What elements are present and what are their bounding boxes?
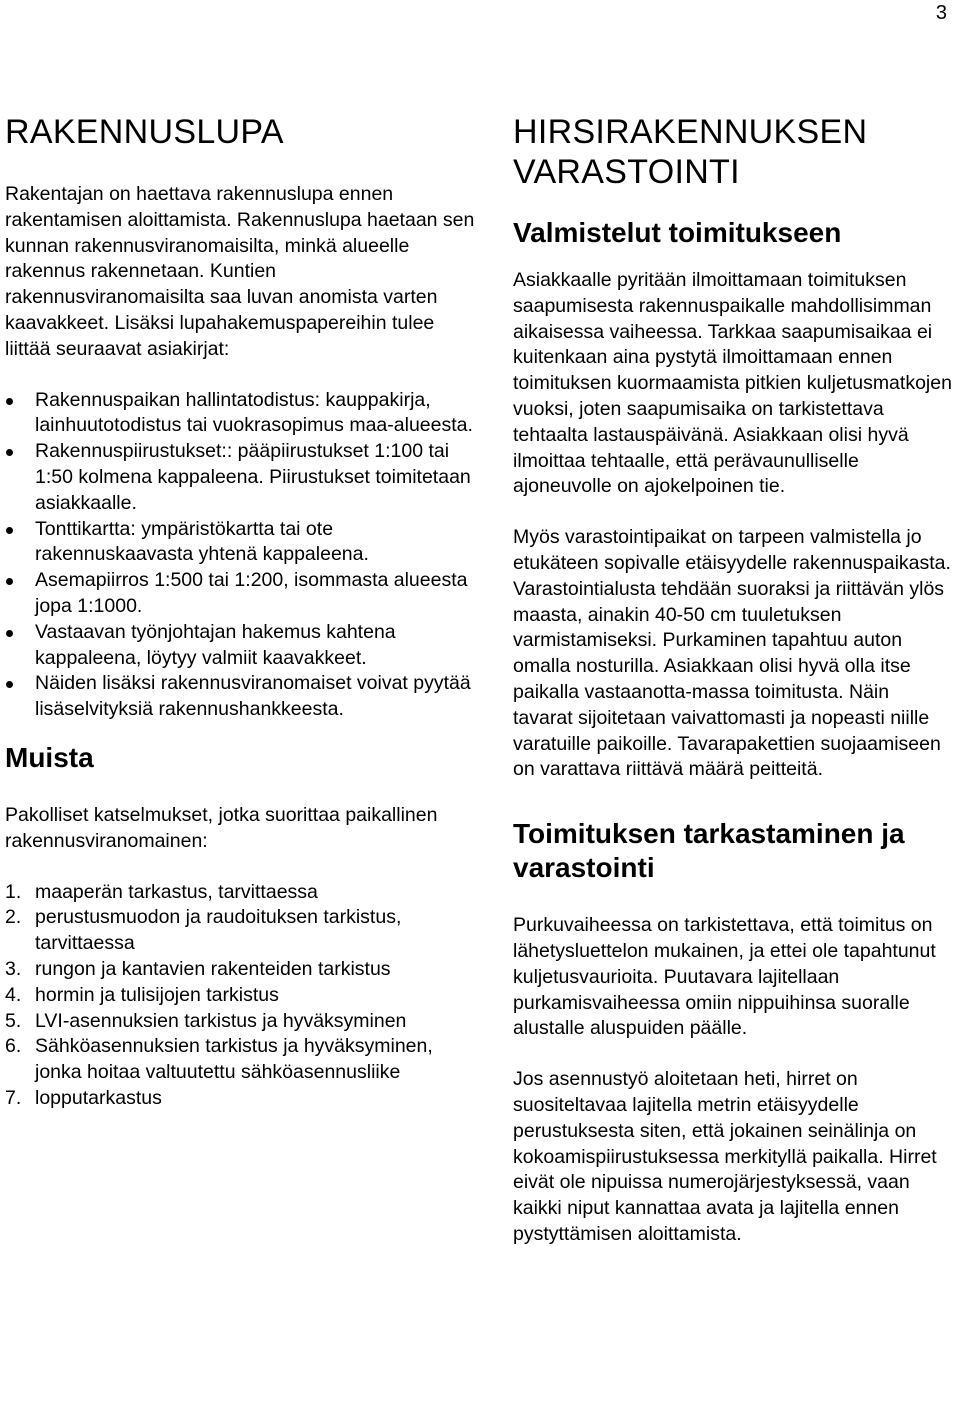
required-documents-list bbox=[5, 388, 475, 723]
unloading-paragraph: Purkuvaiheessa on tarkistettava, että toimitus on lähetysluettelon mukainen, ja ettei ole tapahtunut kuljetusvaurioita. Puutavara lajitellaan purkamisvaiheessa omiin nippuihinsa suoralle alustalle aluspuiden päälle. bbox=[513, 914, 936, 1040]
delivery-preparation-paragraph: Asiakkaalle pyritään ilmoittamaan toimituksen saapumisesta rakennuspaikalle mahdollisimman aikaisessa vaiheessa. Tarkkaa saapumisaikaa ei kuitenkaan aina pystytä ilmoittamaan ennen toimituksen kuormaamista pitkien kuljetusmatkojen vuoksi, joten saapumisaika on tarkistettava tehtaalta lastauspäivänä. Asiakkaan olisi hyvä ilmoittaa tehtaalle, että perävaunulliselle ajoneuvolle on ajokelpoinen tie. bbox=[513, 269, 952, 498]
permit-intro: Rakentajan on haettava rakennuslupa ennen rakentamisen aloittamista. Rakennuslupa haetaan sen kunnan rakennusviranomaisilta, minkä alueelle rakennus rakennetaan. Kuntien rakennusviranomaisilta saa luvan anomista varten kaavakkeet. Lisäksi lupahakemuspapereihin tulee liittää seuraavat asiakirjat: bbox=[5, 183, 475, 360]
sorting-paragraph: Jos asennustyö aloitetaan heti, hirret on suositeltavaa lajitella metrin etäisyydelle perustuksesta siten, että jokainen seinälinja on kokoamispiirustuksessa merkityllä paikalla. Hirret eivät ole nipuissa numerojärjestyksessä, vaan kaikki niput kannattaa avata ja lajitella ennen pystyttämisen aloittamista. bbox=[513, 1068, 937, 1245]
delivery-inspection-heading: Toimituksen tarkastaminen ja varastointi bbox=[513, 818, 905, 884]
list-item: 6. Sähköasennuksien tarkistus ja hyväksyminen, jonka hoitaa valtuutettu sähköasennusliike bbox=[5, 1035, 433, 1084]
list-item: Näiden lisäksi rakennusviranomaiset voivat pyytää lisäselvityksiä rakennushankkeesta. bbox=[5, 671, 475, 723]
inspections-list bbox=[5, 880, 475, 1112]
list-item: Rakennuspiirustukset:: pääpiirustukset 1:100 tai 1:50 kolmena kappaleena. Piirustukset toimitetaan asiakkaalle. bbox=[5, 439, 475, 516]
bullet-icon bbox=[6, 527, 13, 534]
bullet-icon bbox=[6, 630, 13, 637]
bullet-icon bbox=[6, 681, 13, 688]
list-item: Rakennuspaikan hallintatodistus: kauppakirja, lainhuutotodistus tai vuokrasopimus maa-alueesta. bbox=[5, 388, 475, 440]
list-item: 5. LVI-asennuksien tarkistus ja hyväksyminen bbox=[5, 1009, 407, 1032]
list-item: 1. maaperän tarkastus, tarvittaessa bbox=[5, 880, 318, 903]
storage-place-paragraph: Myös varastointipaikat on tarpeen valmistella jo etukäteen sopivalle etäisyydelle rakennuspaikasta. Varastointialusta tehdään suoraksi ja riittävän ylös maasta, ainakin 40-50 cm tuuletuksen varmistamiseksi. Purkaminen tapahtuu auton omalla nosturilla. Asiakkaan olisi hyvä olla itse paikalla vastaanotta-massa toimitusta. Näin tavarat sijoitetaan vaivattomasti ja nopeasti niille varatuille paikoille. Tavarapakettien suojaamiseen on varattava riittävä määrä peitteitä. bbox=[513, 526, 951, 781]
list-item: 3. rungon ja kantavien rakenteiden tarkistus bbox=[5, 957, 391, 980]
muista-heading: Muista bbox=[5, 741, 94, 773]
building-permit-title: RAKENNUSLUPA bbox=[5, 113, 284, 151]
list-item: Asemapiirros 1:500 tai 1:200, isommasta alueesta jopa 1:1000. bbox=[5, 568, 475, 620]
list-item: Vastaavan työnjohtajan hakemus kahtena kappaleena, löytyy valmiit kaavakkeet. bbox=[5, 620, 475, 672]
delivery-preparation-heading: Valmistelut toimitukseen bbox=[513, 217, 842, 248]
storage-title: HIRSIRAKENNUKSEN VARASTOINTI bbox=[513, 113, 868, 191]
list-item: 2. perustusmuodon ja raudoituksen tarkistus, tarvittaessa bbox=[5, 906, 402, 955]
bullet-icon bbox=[6, 578, 13, 585]
right-column bbox=[513, 112, 953, 1248]
left-column bbox=[5, 112, 475, 1112]
bullet-icon bbox=[6, 449, 13, 456]
list-item: Tonttikartta: ympäristökartta tai ote rakennuskaavasta yhtenä kappaleena. bbox=[5, 517, 475, 569]
bullet-icon bbox=[6, 398, 13, 405]
page-number: 3 bbox=[935, 2, 947, 24]
inspections-intro: Pakolliset katselmukset, jotka suorittaa paikallinen rakennusviranomainen: bbox=[5, 803, 438, 852]
list-item: 4. hormin ja tulisijojen tarkistus bbox=[5, 983, 279, 1006]
list-item: 7. lopputarkastus bbox=[5, 1086, 162, 1109]
